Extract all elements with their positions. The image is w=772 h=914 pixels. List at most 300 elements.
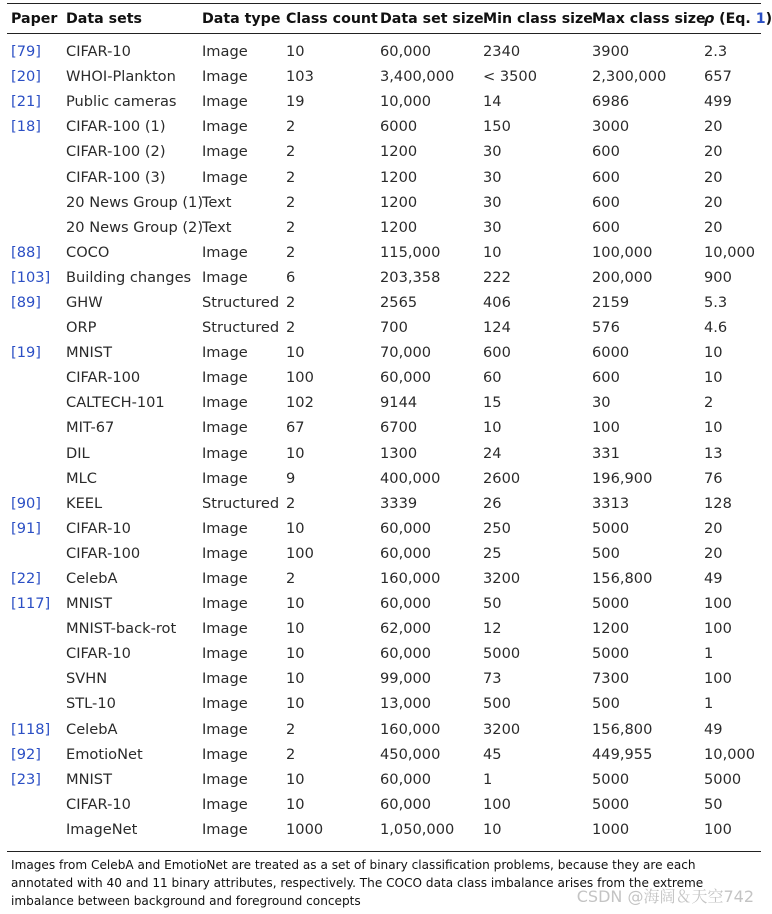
- max-class-size-cell: 3000: [592, 118, 630, 136]
- data-set-size-cell: 3339: [380, 494, 418, 512]
- min-class-size-cell: 10: [483, 820, 502, 838]
- dataset-cell: Public cameras: [66, 93, 177, 111]
- paper-cell[interactable]: [90]: [11, 494, 41, 512]
- class-count-cell: 100: [286, 369, 314, 387]
- data-set-size-cell: 2565: [380, 293, 418, 311]
- data-type-cell: Image: [202, 43, 248, 61]
- table-footnote: Images from CelebA and EmotioNet are treated as a set of binary classification problems, because they are each annotated with 40 and 11 binary attributes, respectively. The COCO data class imbalance arises from the extreme imbalance between background and foreground concepts: [11, 858, 704, 908]
- max-class-size-cell: 600: [592, 218, 620, 236]
- paper-cell: [7, 164, 62, 189]
- min-class-size-cell: 250: [483, 519, 511, 537]
- data-set-size-cell: 60,000: [380, 544, 432, 562]
- data-set-size-cell: 400,000: [380, 469, 441, 487]
- paper-cell: [7, 190, 62, 215]
- paper-cell: [7, 215, 62, 240]
- paper-cell: [7, 415, 62, 440]
- class-count-cell: 67: [286, 419, 305, 437]
- min-class-size-cell: 124: [483, 319, 511, 337]
- table-row: [7, 491, 761, 516]
- dataset-cell: 20 News Group (2): [66, 218, 204, 236]
- max-class-size-cell: 449,955: [592, 745, 653, 763]
- table-row: [7, 591, 761, 616]
- paper-cell[interactable]: [20]: [11, 68, 41, 86]
- table-bottom-rule: [7, 851, 761, 852]
- dataset-cell: MNIST: [66, 344, 112, 362]
- data-set-size-cell: 450,000: [380, 745, 441, 763]
- table-row: [7, 792, 761, 817]
- max-class-size-cell: 2,300,000: [592, 68, 667, 86]
- data-type-cell: Text: [202, 193, 232, 211]
- rho-cell: 900: [704, 268, 732, 286]
- table-row: [7, 566, 761, 591]
- paper-cell[interactable]: [79]: [11, 43, 41, 61]
- paper-cell: [7, 792, 62, 817]
- paper-cell: [7, 616, 62, 641]
- table-row: [7, 717, 761, 742]
- paper-cell: [7, 641, 62, 666]
- min-class-size-cell: 3200: [483, 570, 521, 588]
- rho-cell: 4.6: [704, 319, 728, 337]
- max-class-size-cell: 331: [592, 444, 620, 462]
- rho-cell: 10: [704, 369, 723, 387]
- data-set-size-cell: 60,000: [380, 369, 432, 387]
- data-set-size-cell: 60,000: [380, 645, 432, 663]
- data-type-cell: Image: [202, 519, 248, 537]
- data-type-cell: Structured: [202, 319, 280, 337]
- class-count-cell: 10: [286, 620, 305, 638]
- min-class-size-cell: 600: [483, 344, 511, 362]
- class-count-cell: 2: [286, 570, 296, 588]
- data-set-size-cell: 60,000: [380, 795, 432, 813]
- rho-cell: 13: [704, 444, 723, 462]
- data-set-size-cell: 1200: [380, 168, 418, 186]
- dataset-cell: CIFAR-100 (3): [66, 168, 166, 186]
- paper-cell[interactable]: [118]: [11, 720, 51, 738]
- paper-cell: [7, 666, 62, 691]
- table-row: [7, 441, 761, 466]
- class-count-cell: 10: [286, 770, 305, 788]
- max-class-size-cell: 600: [592, 369, 620, 387]
- data-type-cell: Image: [202, 795, 248, 813]
- table-row: [7, 742, 761, 767]
- paper-cell[interactable]: [89]: [11, 293, 41, 311]
- data-type-cell: Image: [202, 695, 248, 713]
- min-class-size-cell: 30: [483, 168, 502, 186]
- class-count-cell: 102: [286, 394, 314, 412]
- class-count-cell: 10: [286, 645, 305, 663]
- data-type-cell: Image: [202, 570, 248, 588]
- class-count-cell: 2: [286, 494, 296, 512]
- table-row: [7, 641, 761, 666]
- paper-cell[interactable]: [91]: [11, 519, 41, 537]
- paper-cell: [7, 691, 62, 716]
- data-set-size-cell: 700: [380, 319, 408, 337]
- data-set-size-cell: 1300: [380, 444, 418, 462]
- data-type-cell: Image: [202, 243, 248, 261]
- data-set-size-cell: 60,000: [380, 43, 432, 61]
- min-class-size-cell: 26: [483, 494, 502, 512]
- class-count-cell: 2: [286, 319, 296, 337]
- dataset-cell: STL-10: [66, 695, 116, 713]
- class-count-cell: 2: [286, 168, 296, 186]
- data-set-size-cell: 1200: [380, 193, 418, 211]
- header-data-sets: Data sets: [66, 10, 142, 27]
- dataset-cell: CIFAR-100: [66, 369, 141, 387]
- min-class-size-cell: 60: [483, 369, 502, 387]
- paper-cell[interactable]: [22]: [11, 570, 41, 588]
- paper-cell: [7, 817, 62, 842]
- rho-eq-suffix: ): [765, 10, 772, 27]
- class-count-cell: 10: [286, 43, 305, 61]
- max-class-size-cell: 2159: [592, 293, 630, 311]
- data-set-size-cell: 6000: [380, 118, 418, 136]
- dataset-cell: CelebA: [66, 570, 118, 588]
- rho-cell: 49: [704, 720, 723, 738]
- data-type-cell: Image: [202, 93, 248, 111]
- min-class-size-cell: 50: [483, 595, 502, 613]
- rho-eq-prefix: (Eq.: [714, 10, 756, 27]
- dataset-cell: EmotioNet: [66, 745, 143, 763]
- header-data-type: Data type: [202, 10, 281, 27]
- data-set-size-cell: 1,050,000: [380, 820, 455, 838]
- data-type-cell: Image: [202, 419, 248, 437]
- data-set-size-cell: 115,000: [380, 243, 441, 261]
- header-paper: Paper: [11, 10, 58, 27]
- paper-cell[interactable]: [103]: [11, 268, 51, 286]
- data-type-cell: Image: [202, 820, 248, 838]
- class-count-cell: 100: [286, 544, 314, 562]
- rho-cell: 100: [704, 670, 732, 688]
- paper-cell: [7, 541, 62, 566]
- data-set-size-cell: 99,000: [380, 670, 432, 688]
- max-class-size-cell: 600: [592, 143, 620, 161]
- table-row: [7, 415, 761, 440]
- paper-cell[interactable]: [88]: [11, 243, 41, 261]
- table-row: [7, 767, 761, 792]
- max-class-size-cell: 600: [592, 193, 620, 211]
- min-class-size-cell: 2340: [483, 43, 521, 61]
- dataset-cell: MLC: [66, 469, 97, 487]
- min-class-size-cell: 406: [483, 293, 511, 311]
- dataset-cell: MIT-67: [66, 419, 115, 437]
- min-class-size-cell: 3200: [483, 720, 521, 738]
- max-class-size-cell: 3900: [592, 43, 630, 61]
- class-count-cell: 2: [286, 243, 296, 261]
- class-count-cell: 2: [286, 118, 296, 136]
- data-type-cell: Image: [202, 344, 248, 362]
- class-count-cell: 103: [286, 68, 314, 86]
- max-class-size-cell: 200,000: [592, 268, 653, 286]
- paper-cell: [7, 441, 62, 466]
- rho-cell: 2: [704, 394, 714, 412]
- max-class-size-cell: 7300: [592, 670, 630, 688]
- max-class-size-cell: 5000: [592, 595, 630, 613]
- table-row: [7, 466, 761, 491]
- data-type-cell: Image: [202, 720, 248, 738]
- paper-cell: [7, 365, 62, 390]
- class-count-cell: 9: [286, 469, 296, 487]
- max-class-size-cell: 3313: [592, 494, 630, 512]
- max-class-size-cell: 576: [592, 319, 620, 337]
- rho-cell: 100: [704, 620, 732, 638]
- dataset-cell: CelebA: [66, 720, 118, 738]
- rho-cell: 20: [704, 544, 723, 562]
- rho-cell: 49: [704, 570, 723, 588]
- class-count-cell: 10: [286, 444, 305, 462]
- rho-cell: 10,000: [704, 243, 756, 261]
- dataset-cell: CIFAR-100 (2): [66, 143, 166, 161]
- min-class-size-cell: 150: [483, 118, 511, 136]
- data-set-size-cell: 203,358: [380, 268, 441, 286]
- rho-cell: 20: [704, 168, 723, 186]
- header-min-class-size: Min class size: [483, 10, 593, 27]
- header-data-set-size: Data set size: [380, 10, 484, 27]
- class-count-cell: 10: [286, 519, 305, 537]
- table-row: [7, 89, 761, 114]
- table-row: [7, 240, 761, 265]
- paper-cell[interactable]: [19]: [11, 344, 41, 362]
- data-type-cell: Image: [202, 770, 248, 788]
- table-row: [7, 691, 761, 716]
- rho-cell: 100: [704, 820, 732, 838]
- paper-cell: [7, 139, 62, 164]
- class-count-cell: 10: [286, 795, 305, 813]
- rho-cell: 20: [704, 143, 723, 161]
- data-type-cell: Image: [202, 444, 248, 462]
- data-type-cell: Image: [202, 645, 248, 663]
- class-count-cell: 2: [286, 293, 296, 311]
- watermark: CSDN @海阔＆天空742: [576, 887, 754, 906]
- table-row: [7, 390, 761, 415]
- data-type-cell: Image: [202, 168, 248, 186]
- max-class-size-cell: 1200: [592, 620, 630, 638]
- data-set-size-cell: 62,000: [380, 620, 432, 638]
- max-class-size-cell: 5000: [592, 519, 630, 537]
- data-type-cell: Image: [202, 745, 248, 763]
- table-row: [7, 265, 761, 290]
- max-class-size-cell: 156,800: [592, 570, 653, 588]
- min-class-size-cell: 1: [483, 770, 493, 788]
- table-header-row: [7, 4, 761, 33]
- rho-cell: 20: [704, 193, 723, 211]
- rho-cell: 1: [704, 695, 714, 713]
- table-row: [7, 666, 761, 691]
- data-type-cell: Image: [202, 369, 248, 387]
- max-class-size-cell: 100: [592, 419, 620, 437]
- dataset-cell: ORP: [66, 319, 97, 337]
- dataset-cell: CIFAR-10: [66, 43, 131, 61]
- data-type-cell: Image: [202, 394, 248, 412]
- min-class-size-cell: < 3500: [483, 68, 538, 86]
- table-row: [7, 315, 761, 340]
- min-class-size-cell: 24: [483, 444, 502, 462]
- data-set-size-cell: 160,000: [380, 720, 441, 738]
- paper-cell[interactable]: [18]: [11, 118, 41, 136]
- table-row: [7, 290, 761, 315]
- table-row: [7, 340, 761, 365]
- data-set-size-cell: 6700: [380, 419, 418, 437]
- dataset-cell: 20 News Group (1): [66, 193, 204, 211]
- max-class-size-cell: 30: [592, 394, 611, 412]
- data-type-cell: Image: [202, 595, 248, 613]
- header-class-count: Class count: [286, 10, 378, 27]
- rho-cell: 100: [704, 595, 732, 613]
- equation-link[interactable]: 1: [755, 10, 766, 27]
- table-row: [7, 215, 761, 240]
- min-class-size-cell: 10: [483, 243, 502, 261]
- rho-cell: 20: [704, 519, 723, 537]
- data-type-cell: Text: [202, 218, 232, 236]
- min-class-size-cell: 45: [483, 745, 502, 763]
- paper-cell[interactable]: [23]: [11, 770, 41, 788]
- table-row: [7, 139, 761, 164]
- data-set-table: [7, 4, 772, 842]
- data-type-cell: Structured: [202, 293, 280, 311]
- class-count-cell: 2: [286, 218, 296, 236]
- dataset-cell: COCO: [66, 243, 110, 261]
- data-type-cell: Image: [202, 544, 248, 562]
- dataset-cell: GHW: [66, 293, 103, 311]
- dataset-cell: SVHN: [66, 670, 108, 688]
- class-count-cell: 10: [286, 344, 305, 362]
- dataset-cell: KEEL: [66, 494, 103, 512]
- rho-cell: 499: [704, 93, 732, 111]
- paper-cell[interactable]: [117]: [11, 595, 51, 613]
- min-class-size-cell: 2600: [483, 469, 521, 487]
- dataset-cell: ImageNet: [66, 820, 138, 838]
- rho-cell: 657: [704, 68, 732, 86]
- paper-cell: [7, 390, 62, 415]
- class-count-cell: 2: [286, 143, 296, 161]
- dataset-cell: CIFAR-100 (1): [66, 118, 166, 136]
- paper-cell[interactable]: [92]: [11, 745, 41, 763]
- class-count-cell: 1000: [286, 820, 324, 838]
- min-class-size-cell: 12: [483, 620, 502, 638]
- dataset-cell: MNIST-back-rot: [66, 620, 177, 638]
- data-set-size-cell: 70,000: [380, 344, 432, 362]
- max-class-size-cell: 600: [592, 168, 620, 186]
- rho-cell: 20: [704, 118, 723, 136]
- rho-cell: 20: [704, 218, 723, 236]
- data-type-cell: Image: [202, 670, 248, 688]
- min-class-size-cell: 10: [483, 419, 502, 437]
- class-count-cell: 6: [286, 268, 296, 286]
- min-class-size-cell: 30: [483, 143, 502, 161]
- data-type-cell: Image: [202, 143, 248, 161]
- rho-cell: 2.3: [704, 43, 728, 61]
- max-class-size-cell: 5000: [592, 770, 630, 788]
- table-row: [7, 817, 761, 842]
- class-count-cell: 10: [286, 670, 305, 688]
- min-class-size-cell: 30: [483, 193, 502, 211]
- data-type-cell: Image: [202, 469, 248, 487]
- min-class-size-cell: 222: [483, 268, 511, 286]
- data-type-cell: Structured: [202, 494, 280, 512]
- dataset-cell: DIL: [66, 444, 90, 462]
- table-row: [7, 114, 761, 139]
- header-rho: [700, 4, 772, 33]
- data-type-cell: Image: [202, 620, 248, 638]
- rho-cell: 76: [704, 469, 723, 487]
- dataset-cell: CIFAR-10: [66, 519, 131, 537]
- data-set-size-cell: 60,000: [380, 770, 432, 788]
- rho-cell: 128: [704, 494, 732, 512]
- header-max-class-size: Max class size: [592, 10, 706, 27]
- table-row: [7, 164, 761, 189]
- class-count-cell: 2: [286, 720, 296, 738]
- table-row: [7, 190, 761, 215]
- dataset-cell: CIFAR-10: [66, 645, 131, 663]
- min-class-size-cell: 5000: [483, 645, 521, 663]
- min-class-size-cell: 100: [483, 795, 511, 813]
- class-count-cell: 19: [286, 93, 305, 111]
- min-class-size-cell: 30: [483, 218, 502, 236]
- rho-cell: 10,000: [704, 745, 756, 763]
- dataset-cell: MNIST: [66, 770, 112, 788]
- table-row: [7, 33, 761, 64]
- data-set-size-cell: 60,000: [380, 519, 432, 537]
- max-class-size-cell: 500: [592, 544, 620, 562]
- max-class-size-cell: 156,800: [592, 720, 653, 738]
- rho-cell: 50: [704, 795, 723, 813]
- max-class-size-cell: 5000: [592, 795, 630, 813]
- min-class-size-cell: 73: [483, 670, 502, 688]
- max-class-size-cell: 500: [592, 695, 620, 713]
- table-row: [7, 616, 761, 641]
- data-type-cell: Image: [202, 268, 248, 286]
- dataset-cell: CALTECH-101: [66, 394, 165, 412]
- min-class-size-cell: 15: [483, 394, 502, 412]
- min-class-size-cell: 25: [483, 544, 502, 562]
- dataset-cell: CIFAR-10: [66, 795, 131, 813]
- rho-cell: 1: [704, 645, 714, 663]
- max-class-size-cell: 196,900: [592, 469, 653, 487]
- max-class-size-cell: 1000: [592, 820, 630, 838]
- data-set-size-cell: 1200: [380, 143, 418, 161]
- data-set-size-cell: 60,000: [380, 595, 432, 613]
- data-set-size-cell: 3,400,000: [380, 68, 455, 86]
- data-set-size-cell: 13,000: [380, 695, 432, 713]
- dataset-cell: MNIST: [66, 595, 112, 613]
- rho-cell: 10: [704, 344, 723, 362]
- min-class-size-cell: 500: [483, 695, 511, 713]
- data-set-size-cell: 160,000: [380, 570, 441, 588]
- max-class-size-cell: 100,000: [592, 243, 653, 261]
- dataset-cell: WHOI-Plankton: [66, 68, 176, 86]
- table-row: [7, 64, 761, 89]
- data-type-cell: Image: [202, 68, 248, 86]
- dataset-cell: Building changes: [66, 268, 192, 286]
- dataset-cell: CIFAR-100: [66, 544, 141, 562]
- max-class-size-cell: 6986: [592, 93, 630, 111]
- class-count-cell: 2: [286, 745, 296, 763]
- table-row: [7, 541, 761, 566]
- table-body: [7, 33, 761, 842]
- table-row: [7, 516, 761, 541]
- class-count-cell: 10: [286, 595, 305, 613]
- rho-symbol: ρ: [704, 10, 715, 27]
- rho-cell: 10: [704, 419, 723, 437]
- table-row: [7, 365, 761, 390]
- data-set-size-cell: 9144: [380, 394, 418, 412]
- paper-cell: [7, 466, 62, 491]
- paper-cell: [7, 315, 62, 340]
- paper-cell[interactable]: [21]: [11, 93, 41, 111]
- rho-cell: 5000: [704, 770, 742, 788]
- data-set-size-cell: 10,000: [380, 93, 432, 111]
- max-class-size-cell: 5000: [592, 645, 630, 663]
- class-count-cell: 2: [286, 193, 296, 211]
